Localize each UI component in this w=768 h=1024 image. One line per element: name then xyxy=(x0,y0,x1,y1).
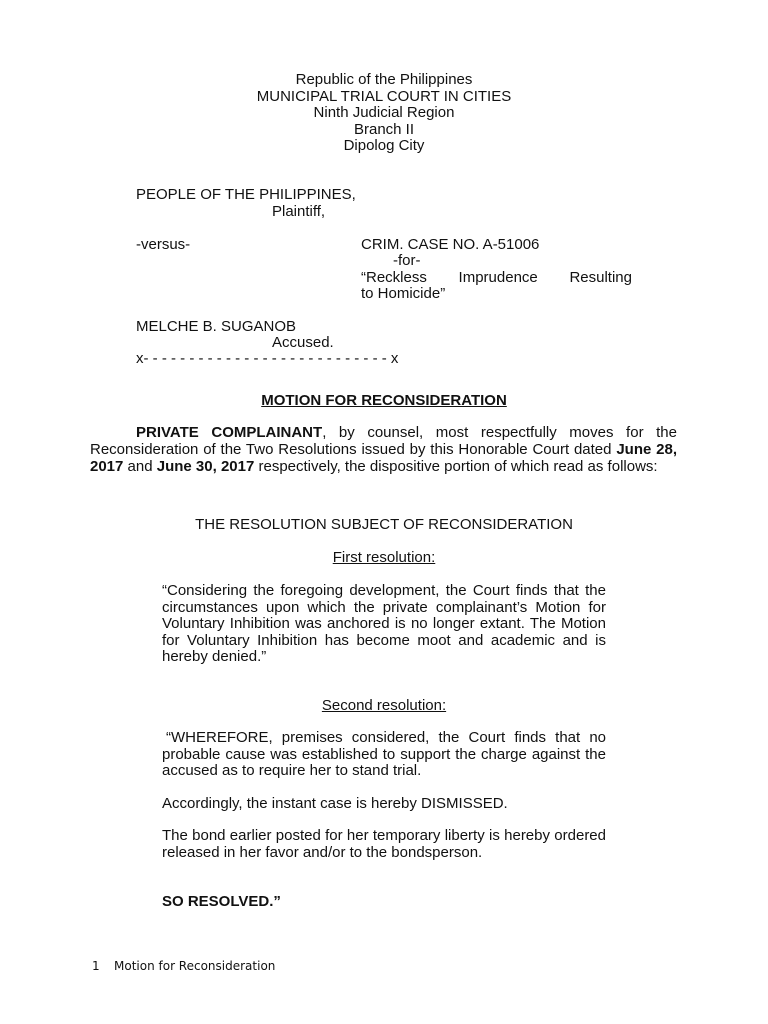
closing-wrap xyxy=(162,894,606,911)
intro-bold-complainant: PRIVATE COMPLAINANT xyxy=(136,424,323,441)
second-resolution-para-3: The bond earlier posted for her temporary liberty is hereby ordered released in her favor and/or to the bondsperson. xyxy=(162,827,606,861)
resolution-heading: THE RESOLUTION SUBJECT OF RECONSIDERATION xyxy=(195,516,573,533)
caption-line-branch: Branch II xyxy=(353,120,415,138)
first-resolution-text: “Considering the foregoing development, the Court finds that the circumstances upon which the private complainant’s Motion for Voluntary Inhibition was anchored is no longer extant. The Motion for Voluntary Inhibition has become moot and academic and is hereby denied.” xyxy=(162,582,606,665)
intro-bold-date-1: June 28, 2017 xyxy=(90,441,677,475)
versus-label: -versus- xyxy=(136,236,191,253)
page-number: 1 xyxy=(92,959,100,973)
first-resolution-heading: First resolution: xyxy=(332,549,436,566)
caption-line-republic: Republic of the Philippines xyxy=(295,71,473,88)
intro-bold-date-2: June 30, 2017 xyxy=(156,458,255,475)
motion-title: MOTION FOR RECONSIDERATION xyxy=(261,392,507,409)
case-number: CRIM. CASE NO. A-51006 xyxy=(361,236,540,253)
intro-text-3: respectively, the dispositive portion of which read as follows: xyxy=(254,458,658,475)
second-resolution-para-1: “WHEREFORE, premises considered, the Court finds that no probable cause was established to support the charge against the accused as to require her to stand trial. xyxy=(162,729,606,779)
intro-text-1: , by counsel, most respectfully moves for the Reconsideration of the Two Resolutions issued by this Honorable Court dated xyxy=(90,424,677,458)
intro-paragraph xyxy=(90,424,677,475)
plaintiff-role: Plaintiff, xyxy=(272,203,326,220)
second-resolution-heading: Second resolution: xyxy=(321,697,447,714)
offense-line-1: “Reckless Imprudence Resulting xyxy=(361,269,632,286)
second-resolution-heading-wrap xyxy=(0,698,768,715)
plaintiff-name: PEOPLE OF THE PHILIPPINES, xyxy=(136,186,356,203)
offense-line-2: to Homicide” xyxy=(361,285,446,302)
for-label: -for- xyxy=(393,252,421,269)
page-footer xyxy=(92,958,275,975)
footer-label: Motion for Reconsideration xyxy=(114,959,276,973)
intro-text-2: and xyxy=(123,458,157,475)
caption-line-region: Ninth Judicial Region xyxy=(313,104,455,121)
caption-line-city: Dipolog City xyxy=(343,137,425,154)
second-resolution-para-2: Accordingly, the instant case is hereby DISMISSED. xyxy=(162,795,508,812)
so-resolved: SO RESOLVED.” xyxy=(162,893,281,910)
caption-separator: x- - - - - - - - - - - - - - - - - - - - - - - - - - - x xyxy=(136,350,399,367)
motion-title-wrap xyxy=(0,393,768,410)
accused-name: MELCHE B. SUGANOB xyxy=(136,318,297,335)
first-resolution-heading-wrap xyxy=(0,550,768,567)
court-caption xyxy=(0,72,768,155)
caption-line-court: MUNICIPAL TRIAL COURT IN CITIES xyxy=(256,87,512,105)
accused-role: Accused. xyxy=(272,334,334,351)
